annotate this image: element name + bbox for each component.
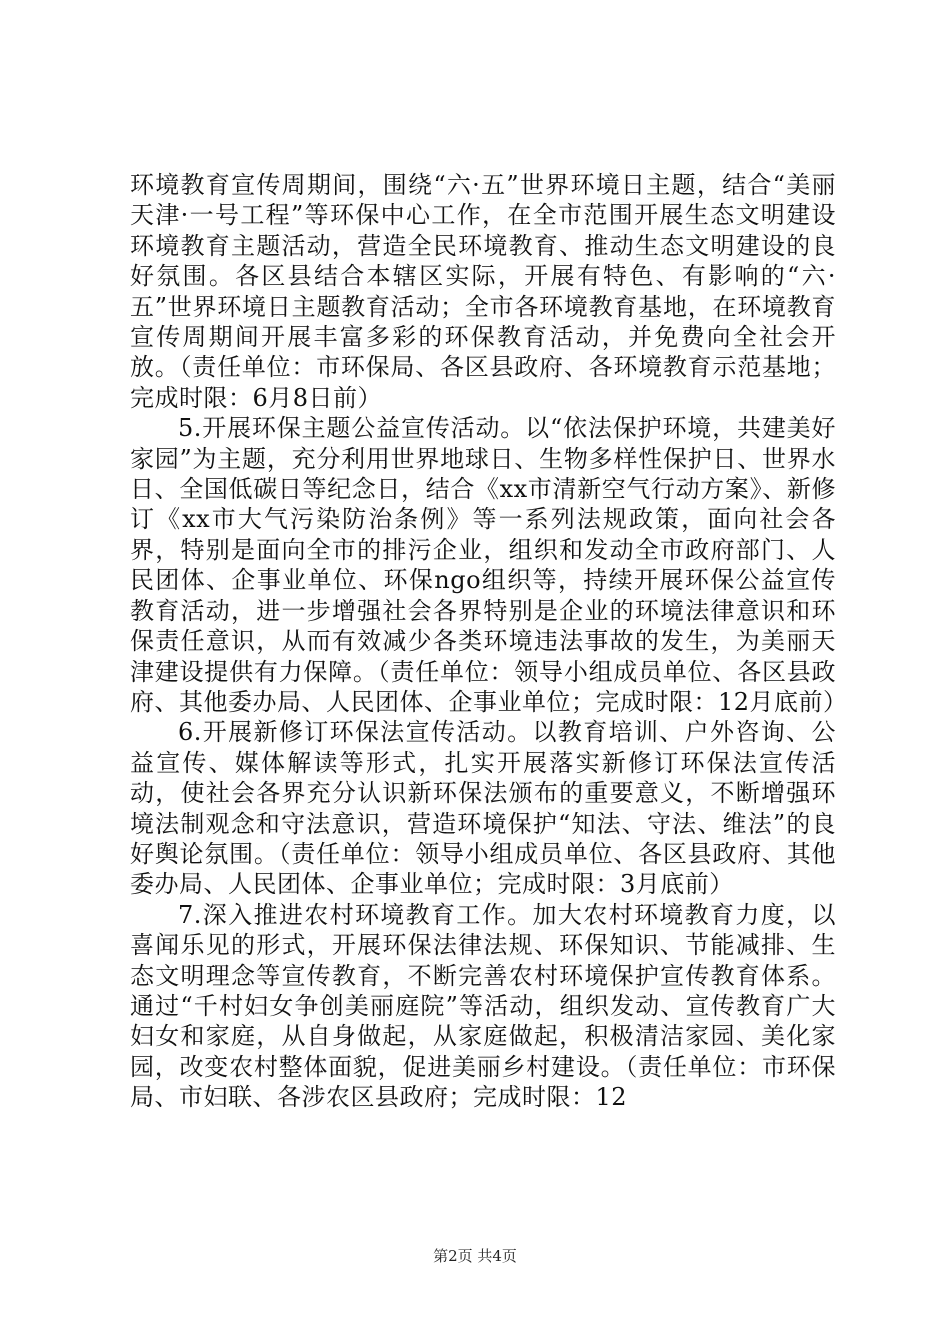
paragraph-item-6: 6.开展新修订环保法宣传活动。以教育培训、户外咨询、公益宣传、媒体解读等形式，扎实开展落实新修订环保法宣传活动，使社会各界充分认识新环保法颁布的重要意义，不断增强环境法制观念和守法意识，营造环境保护“知法、守法、维法”的良好舆论氛围。（责任单位：领导小组成员单位、各区县政府、其他委办局、人民团体、企事业单位；完成时限：3月底前）	[130, 718, 836, 899]
paragraph-item-5: 5.开展环保主题公益宣传活动。以“依法保护环境，共建美好家园”为主题，充分利用世界地球日、生物多样性保护日、世界水日、全国低碳日等纪念日，结合《xx市清新空气行动方案》、新修订《xx市大气污染防治条例》等一系列法规政策，面向社会各界，特别是面向全市的排污企业，组织和发动全市政府部门、人民团体、企事业单位、环保ngo组织等，持续开展环保公益宣传教育活动，进一步增强社会各界特别是企业的环境法律意识和环保责任意识，从而有效减少各类环境违法事故的发生，为美丽天津建设提供有力保障。（责任单位：领导小组成员单位、各区县政府、其他委办局、人民团体、企事业单位；完成时限：12月底前）	[130, 414, 848, 716]
page-number-footer: 第2页 共4页	[433, 1247, 517, 1265]
paragraph-continuation: 环境教育宣传周期间，围绕“六·五”世界环境日主题，结合“美丽天津·一号工程”等环保中心工作，在全市范围开展生态文明建设环境教育主题活动，营造全民环境教育、推动生态文明建设的良好氛围。各区县结合本辖区实际，开展有特色、有影响的“六·五”世界环境日主题教育活动；全市各环境教育基地，在环境教育宣传周期间开展丰富多彩的环保教育活动，并免费向全社会开放。（责任单位：市环保局、各区县政府、各环境教育示范基地；完成时限：6月8日前）	[130, 171, 836, 412]
paragraph-item-7: 7.深入推进农村环境教育工作。加大农村环境教育力度，以喜闻乐见的形式，开展环保法律法规、环保知识、节能减排、生态文明理念等宣传教育，不断完善农村环境保护宣传教育体系。通过“千村妇女争创美丽庭院”等活动，组织发动、宣传教育广大妇女和家庭，从自身做起，从家庭做起，积极清洁家园、美化家园，改变农村整体面貌，促进美丽乡村建设。（责任单位：市环保局、市妇联、各涉农区县政府；完成时限：12	[130, 900, 836, 1112]
document-body	[130, 170, 848, 1113]
